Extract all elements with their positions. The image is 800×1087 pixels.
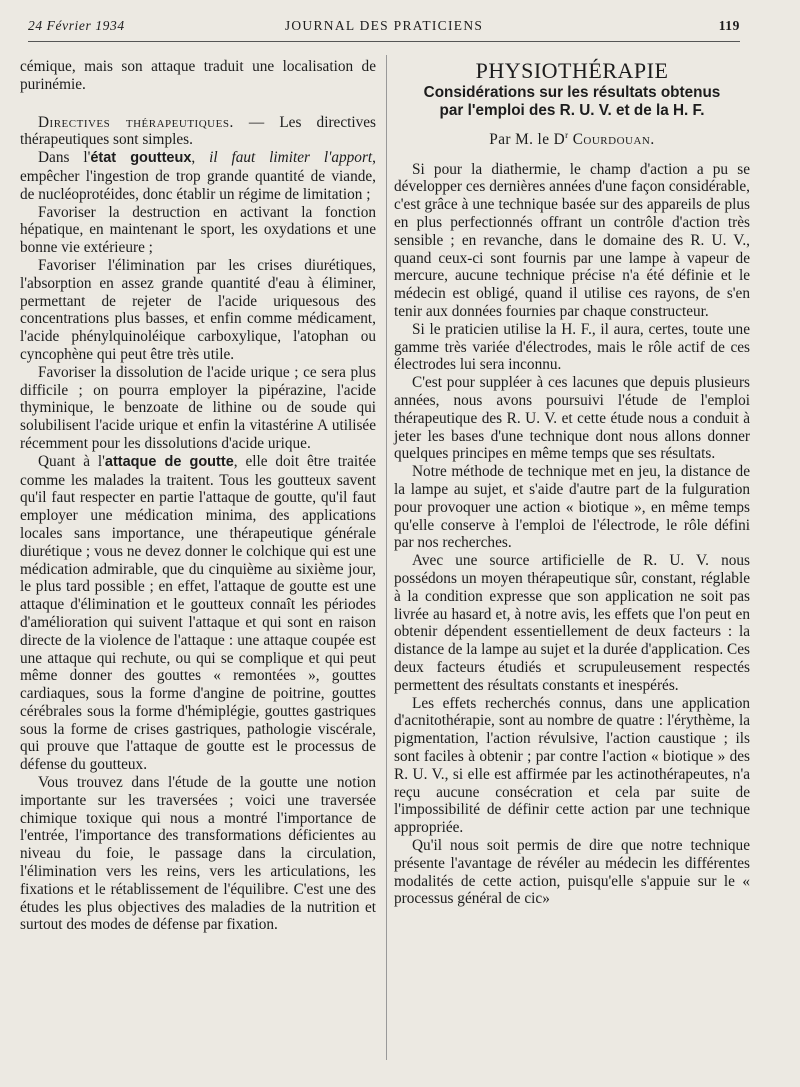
directives-text: — Les directives thérapeutiques sont simples.	[20, 113, 377, 149]
left-column	[20, 58, 376, 934]
goutteux-text-a: Dans l'	[38, 149, 91, 167]
article-title-line-1: Considérations sur les résultats obtenus	[423, 83, 721, 101]
byline-prefix: Par M. le D	[489, 130, 566, 148]
intro-paragraph: cémique, mais son attaque traduit une localisation de purinémie.	[20, 58, 376, 93]
issue-date: 24 Février 1934	[28, 18, 125, 33]
directives-heading: Directives thérapeutiques.	[38, 113, 234, 131]
article-paragraph-4: Notre méthode de technique met en jeu, la distance de la lampe au sujet, et s'aide d'autre part de la fulguration pour provoquer une action « biotique », en même temps qu'elle conserve à l'emploi de l'électrode, le rôle défini par nos recherches.	[394, 463, 750, 552]
attaque-paragraph	[20, 453, 376, 774]
page-header	[28, 18, 740, 38]
header-rule	[28, 41, 740, 42]
article-paragraph-6: Les effets recherchés connus, dans une application d'acnitothérapie, sont au nombre de quatre : l'érythème, la pigmentation, l'action révulsive, l'action caustique ; ils sont faciles à obtenir ; par contre l'action « biotique » des R. U. V., si elle est affirmée par les actinothérapeutes, n'a reçu aucune consécration et cela par suite de l'impossibilité de définir cette action par une technique appropriée.	[394, 694, 750, 837]
byline	[394, 127, 750, 149]
elimination-paragraph: Favoriser l'élimination par les crises diurétiques, l'absorption en assez grande quantité d'eau à éliminer, permettant de rejeter de l'acide uriquesous des concentrations plus basses, et enfin comme médicament, l'acide phénylquinoléique carboxylique, l'atophan ou cyncophène qui peut être très utile.	[20, 256, 376, 363]
article-paragraph-3: C'est pour suppléer à ces lacunes que depuis plusieurs années, nous avons poursuivi l'étude de l'emploi thérapeutique des R. U. V. et cette étude nous a conduit à jeter les bases d'une technique dont nous allons donner quelques principes en même temps que ses résultats.	[394, 374, 750, 463]
column-divider	[386, 55, 387, 1060]
right-column	[394, 58, 750, 908]
goutteux-text-c: , empêcher l'ingestion de trop grande quantité de viande, de nucléoprotéides, donc établir un régime de limitation ;	[20, 149, 376, 203]
author-name: Courdouan.	[572, 130, 655, 148]
section-title: PHYSIOTHÉRAPIE	[475, 58, 669, 83]
article-title-line-2: par l'emploi des R. U. V. et de la H. F.	[439, 102, 705, 120]
destruction-paragraph: Favoriser la destruction en activant la fonction hépatique, en maintenant le sport, les oxydations et une bonne vie extérieure ;	[20, 203, 376, 257]
page-number: 119	[718, 18, 740, 33]
byline-sup: r	[565, 129, 569, 140]
limiter-apport-phrase: il faut limiter l'apport	[209, 149, 373, 167]
goutteux-paragraph	[20, 149, 376, 203]
dissolution-paragraph: Favoriser la dissolution de l'acide urique ; ce sera plus difficile ; on pourra employer la pipérazine, l'acide thyminique, le benzoate de lithine ou de soude qui solubilisent l'acide urique et enfin la vitastérine A utilisée récemment pour les dissolutions d'acide urique.	[20, 363, 376, 452]
article-paragraph-2: Si le praticien utilise la H. F., il aura, certes, toute une gamme très variée d'électrodes, mais le rôle actif de ces électrodes lui sera inconnu.	[394, 320, 750, 374]
directives-paragraph	[20, 114, 376, 150]
article-paragraph-1: Si pour la diathermie, le champ d'action a pu se développer ces dernières années d'une façon considérable, c'est grâce à une technique basée sur des appareils de plus en plus perfectionnés offrant un contrôle d'action très sensible ; en revanche, dans le domaine des R. U. V., quand ceux-ci sont fournis par une lampe à vapeur de mercure, aucune technique précise n'a été définie et le médecin est obligé, quand il utilise ces rayons, de s'en tenir aux données fournies par chaque constructeur.	[394, 160, 750, 321]
attaque-text-a: Quant à l'	[38, 452, 105, 470]
attaque-de-goutte-term: attaque de goutte	[104, 453, 234, 470]
etat-goutteux-term: état goutteux	[90, 150, 192, 167]
final-paragraph: Vous trouvez dans l'étude de la goutte une notion importante sur les traversées ; voici une traversée chimique toxique qui nous a montré l'importance de l'entrée, l'importance des transformations déficientes au niveau du foie, le passage dans la circulation, l'élimination vers les reins, vers les articulations, les fixations et le rétablissement de l'équilibre. C'est une des études les plus objectives des maladies de la nutrition et surtout des modes de défense par fixation.	[20, 774, 376, 934]
article-paragraph-7: Qu'il nous soit permis de dire que notre technique présente l'avantage de révéler au médecin les différentes modalités de cette action, puisqu'elle s'appuie sur le « processus général de cic»	[394, 836, 750, 908]
goutteux-text-b: ,	[191, 149, 210, 167]
attaque-text-b: , elle doit être traitée comme les malades la traitent. Tous les goutteux savent qu'il faut respecter en partie l'attaque de goutte, qu'il faut employer une médication minima, des applications locales sans importance, une thérapeutique générale diurétique ; vous ne devez donner le colchique qui est une médication admirable, que du cinquième au sixième jour, le plus tard possible ; en effet, l'attaque de goutte est une attaque d'élimination et le goutteux connaît les périodes d'amélioration qui suivent l'attaque et qui sont en raison directe de la violence de l'attaque : une attaque coupée est une attaque qui rechute, ou qui se complique et qui peut même donner des gouttes « remontées », gouttes cardiaques, sous la forme d'angine de poitrine, gouttes cérébrales sous la forme d'hémiplégie, gouttes gastriques sous la forme de crises gastriques, pathologie viscérale, qui prouve que l'attaque de goutte est le processus de défense du goutteux.	[20, 452, 376, 774]
journal-title: JOURNAL DES PRATICIENS	[284, 18, 484, 33]
article-paragraph-5: Avec une source artificielle de R. U. V. nous possédons un moyen thérapeutique sûr, constant, réglable à la condition expresse que son application ne soit pas livrée au hasard et, à notre avis, les effets que l'on peut en obtenir dépendent essentiellement de deux facteurs : la distance de la lampe au sujet et la durée d'application. Ces deux facteurs étudiés et scrupuleusement respectés permettent des résultats constants et inespérés.	[394, 552, 750, 694]
